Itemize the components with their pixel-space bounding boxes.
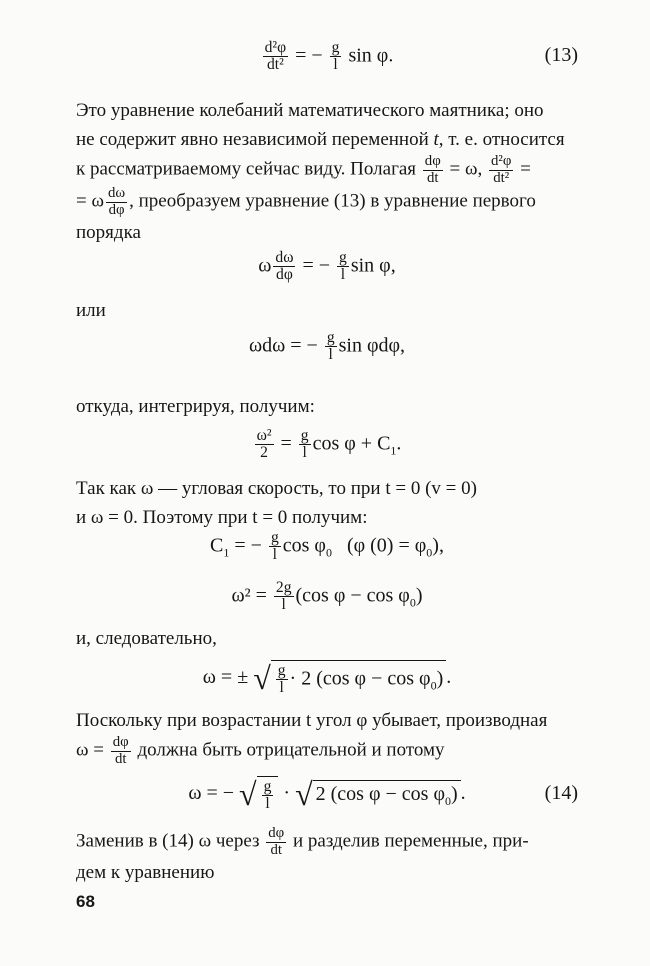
square-root: √ $\frac{g}{l}$ · 2 (cos $\varphi - \cos \varphi_0$)	[253, 660, 446, 697]
paragraph-substitution	[76, 826, 578, 887]
equation-13	[76, 30, 578, 80]
numerator: d²φ	[264, 38, 287, 56]
fraction-dphi-dt: $\frac{d\varphi}{dt}$	[112, 734, 129, 767]
square-root: √ 2 (cos $\varphi - \cos \varphi_0$)	[295, 776, 461, 813]
numerator: g	[331, 38, 340, 56]
text-line: дем к уравнению	[76, 862, 215, 884]
equation-separated: ωdω = − $\frac{g}{l}$ sin φdφ,	[248, 328, 406, 363]
paragraph-pendulum	[76, 96, 578, 247]
fraction-domega-dphi: $\frac{d\omega}{d\varphi}$	[107, 185, 126, 218]
denominator: l	[333, 55, 338, 73]
fraction-2g-l: $\frac{2g}{l}$	[275, 578, 292, 613]
equation-omega-squared: ω² = $\frac{2g}{l}$ (cos $\varphi - \cos \varphi_0$)	[231, 578, 423, 613]
fraction-g-l	[330, 40, 342, 74]
fraction-g-l: $\frac{g}{l}$	[270, 528, 279, 563]
text-line: = ω $\frac{d\omega}{d\varphi}$ , преобразуем уравнение (13) в уравнение первого	[76, 185, 536, 218]
fraction-domega-dphi: $\frac{d\omega}{d\varphi}$	[275, 248, 294, 283]
text-line: и ω = 0. Поэтому при t = 0 получим:	[76, 507, 368, 528]
fraction-g-l: $\frac{g}{l}$	[300, 426, 309, 461]
word-or: или	[76, 300, 106, 321]
text-line: Поскольку при возрастании t угол φ убывает, производная	[76, 710, 548, 731]
equation-number: (13)	[544, 44, 578, 66]
equation-omega-root: ω = ± √ $\frac{g}{l}$ · 2 (cos $\varphi - \cos \varphi_0$) .	[202, 659, 452, 697]
fraction-d2phi-dt2	[263, 40, 288, 74]
square-root: √ $\frac{g}{l}$	[239, 776, 278, 813]
fraction-d2phi-dt2: $\frac{\text{d²φ}}{\text{dt²}}$	[491, 153, 512, 186]
equation-constant: $C_1$ = − $\frac{g}{l}$ $\cos \varphi_0$ (φ $(0) = \varphi_0$),	[210, 528, 444, 563]
equation-tail: sin φ.	[348, 44, 394, 66]
text-line: порядка	[76, 222, 141, 244]
equation-number: (14)	[544, 782, 578, 804]
text-line: к рассматриваемому сейчас виду. Полагая $\frac{d\varphi}{dt}$ = ω, $\frac{\text{d²φ}}{\text{dt²}}$ =	[76, 153, 531, 186]
fraction-omega2-2: $\frac{\text{ω²}}{2}$	[256, 426, 272, 461]
text-line: Это уравнение колебаний математического маятника; оно	[76, 100, 544, 121]
fraction-g-l: $\frac{g}{l}$	[339, 248, 347, 283]
text-line: Заменив в (14) ω через $\frac{d\varphi}{dt}$ и разделив переменные, при-	[76, 825, 529, 858]
page-number: 68	[76, 892, 95, 911]
fraction-dphi-dt: $\frac{d\varphi}{dt}$	[424, 153, 441, 186]
paragraph-therefore: и, следовательно,	[76, 628, 217, 649]
equation-first-order: ω $\frac{d\omega}{d\varphi}$ = − $\frac{g}{l}$ sin φ,	[258, 248, 396, 283]
equals-minus: = −	[295, 44, 323, 66]
fraction-g-l: $\frac{g}{l}$	[277, 662, 286, 697]
equation-14: ω = − √ $\frac{g}{l}$ · √ 2 (cos $\varphi - \cos \varphi_0$) . (14)	[76, 768, 578, 818]
fraction-g-l: $\frac{g}{l}$	[263, 778, 272, 813]
text-line: Так как ω — угловая скорость, то при t = 0 (v = 0)	[76, 478, 477, 499]
paragraph-integrating: откуда, интегрируя, получим:	[76, 396, 315, 417]
fraction-g-l: $\frac{g}{l}$	[326, 328, 335, 363]
equation-integrated: $\frac{\text{ω²}}{2}$ = $\frac{g}{l}$ $\cos \varphi + C_1$.	[256, 426, 402, 461]
variable-t: t	[433, 129, 439, 150]
text-line: ω = $\frac{d\varphi}{dt}$ должна быть отрицательной и потому	[76, 734, 445, 767]
fraction-dphi-dt: $\frac{d\varphi}{dt}$	[268, 825, 285, 858]
text-line: не содержит явно независимой переменной t, т. е. относится	[76, 129, 565, 150]
denominator: dt²	[266, 55, 284, 73]
paragraph-decreasing	[76, 706, 578, 767]
